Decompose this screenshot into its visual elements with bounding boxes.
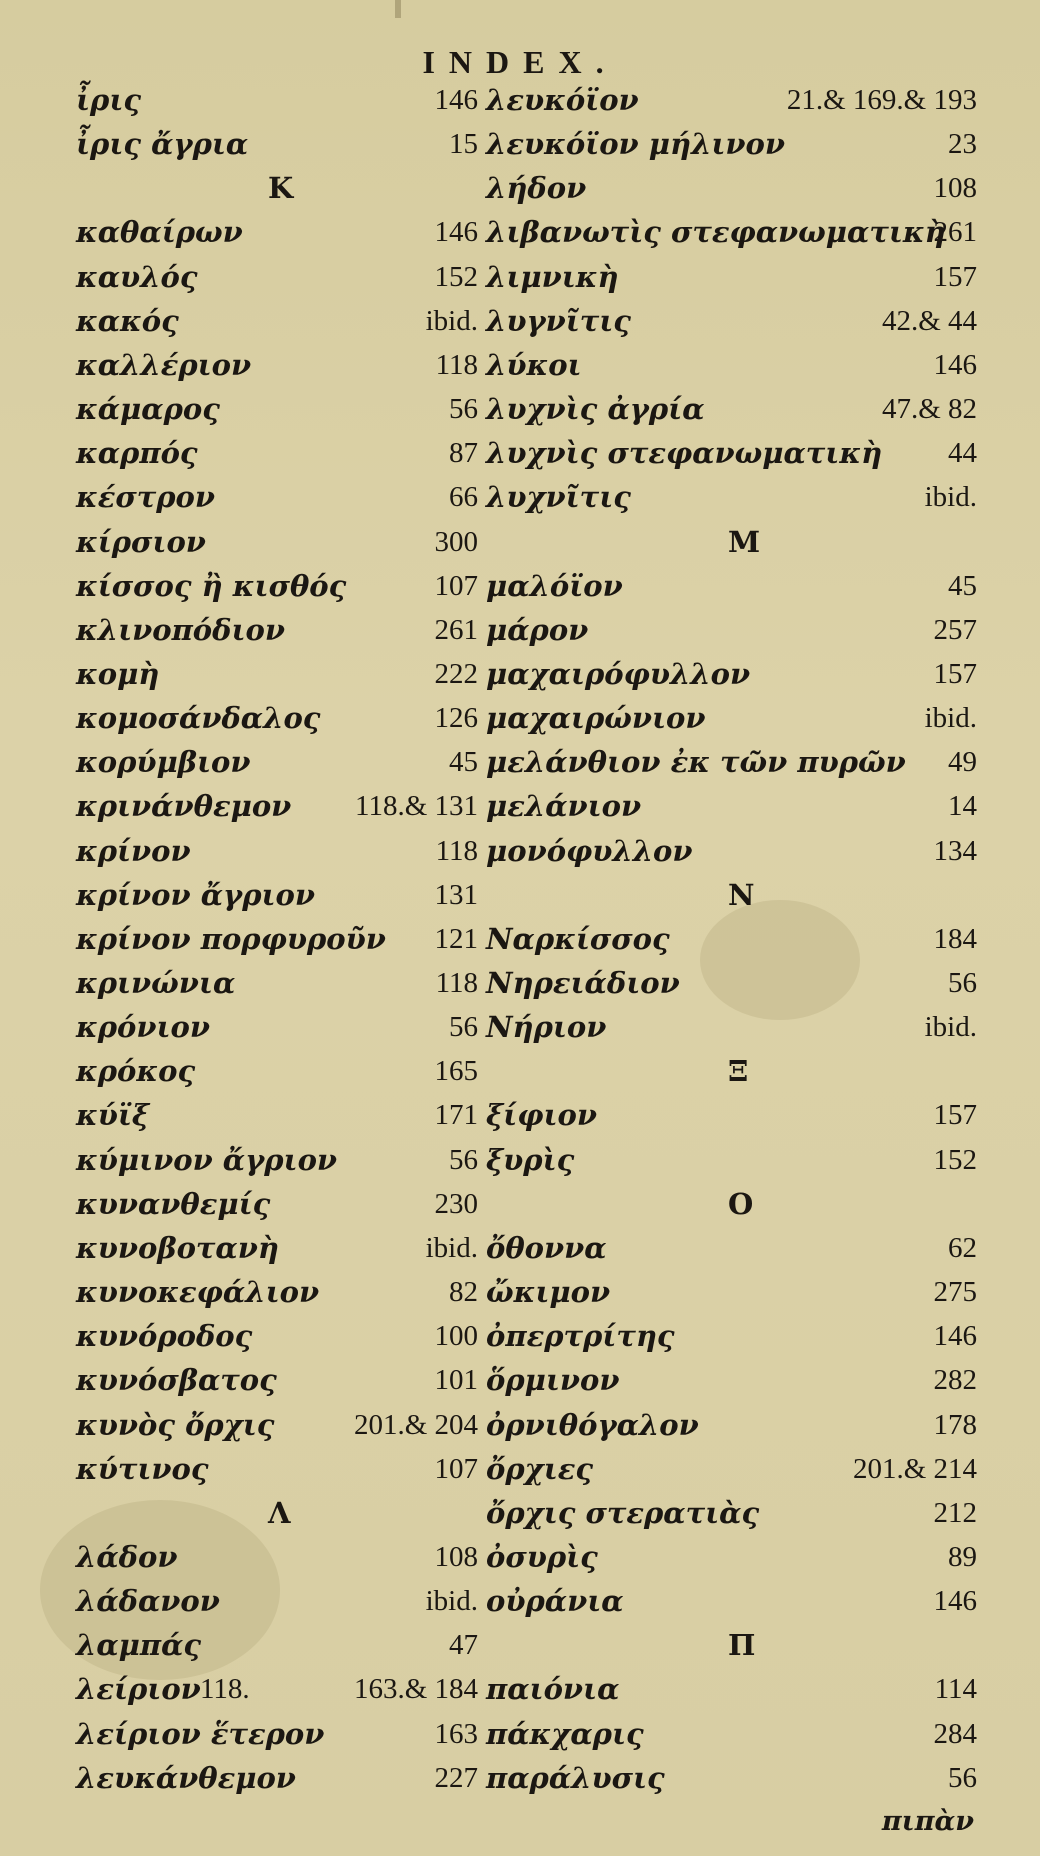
letter-heading: Μ [728,524,761,559]
entry-word: κρινάνθεμον [76,789,292,824]
entry-word: παράλυσις [486,1760,665,1795]
entry-page: 146 [933,348,977,381]
entry-page: 131 [434,878,478,911]
entry-word: κορύμβιον [76,745,251,780]
entry-page: 300 [434,525,478,558]
entry-page: ibid. [425,1585,478,1618]
entry-word: λύκοι [486,347,582,382]
entry-page: 47 [449,1629,478,1662]
entry-page: 56 [948,1761,977,1794]
entry-page: 222 [434,657,478,690]
entry-page: 163.& 184 [353,1673,478,1706]
index-row [0,343,1040,387]
entry-page: 118 [435,348,478,381]
entry-word: κακός [76,303,179,338]
index-row [0,1270,1040,1314]
index-row [0,1093,1040,1137]
index-row [0,431,1040,475]
index-row [0,1712,1040,1756]
entry-word: καλλέριον [76,347,252,382]
entry-page: 107 [434,1452,478,1485]
index-row [0,1182,1040,1226]
entry-word: κύϊξ [76,1098,150,1133]
entry-page: 118 [435,967,478,999]
entry-word: κρίνον [76,833,191,868]
index-row [0,210,1040,254]
entry-word: κίρσιον [76,524,206,559]
entry-page: 261 [933,216,977,249]
binding-mark [395,0,401,18]
entry-word: ὄθοννα [486,1230,607,1265]
entry-page: 126 [434,702,478,735]
entry-page: 201.& 214 [852,1452,977,1485]
letter-heading: Π [728,1628,756,1663]
entry-page: 282 [933,1364,977,1397]
entry-page: 45 [449,746,478,779]
index-row [0,1579,1040,1623]
index-row [0,696,1040,740]
entry-word: καυλός [76,259,198,294]
entry-word: κομοσάνδαλος [76,701,321,736]
entry-page: ibid. [924,481,977,514]
entry-page: 42.& 44 [881,304,977,337]
entry-page: ibid. [425,1231,478,1264]
entry-page: 23 [948,128,977,161]
entry-word: μαχαιρώνιον [486,701,706,736]
entry-word: κάμαρος [76,392,220,427]
entry-word: ὤκιμον [486,1275,611,1310]
index-row [0,1226,1040,1270]
index-row [0,652,1040,696]
entry-word: μελάνθιον ἐκ τῶν πυρῶν [486,745,906,780]
letter-heading: Ν [728,877,755,912]
index-row [0,1667,1040,1711]
entry-word: λείριον ἕτερον [76,1716,325,1751]
entry-word: λείριον [76,1672,201,1707]
index-row [0,740,1040,784]
entry-page: 56 [948,967,977,999]
entry-page: 163 [434,1717,478,1750]
index-row [0,1358,1040,1402]
entry-word: κρίνον ἄγριον [76,877,315,912]
index-row [0,1447,1040,1491]
entry-page: 257 [933,613,977,646]
entry-word: οὐράνια [486,1584,624,1619]
entry-word: λυχνῖτις [486,480,631,515]
entry-word: λιβανωτὶς στεφανωματικὴ [486,215,946,250]
entry-page: 14 [948,790,977,823]
entry-page: 184 [933,922,977,955]
entry-word: ἶρις [76,83,142,117]
entry-page: ibid. [924,702,977,735]
entry-word: λευκόϊον μήλινον [486,127,786,162]
entry-word: κυνοβοτανὴ [76,1230,279,1265]
entry-word: κλινοπόδιον [76,612,285,647]
index-row [0,1403,1040,1447]
index-row [0,475,1040,519]
index-row [0,1623,1040,1667]
entry-page: 66 [449,481,478,514]
entry-word: λήδον [486,171,587,206]
entry-word: καθαίρων [76,215,243,250]
entry-page: 56 [449,393,478,426]
entry-word: πάκχαρις [486,1716,644,1751]
entry-page: 171 [434,1099,478,1132]
entry-word: λευκόϊον [486,83,639,117]
entry-page: 261 [434,613,478,646]
entry-word: μάρον [486,612,589,647]
entry-word: κύτινος [76,1451,209,1486]
entry-word: Ναρκίσσος [486,921,670,956]
index-row [0,608,1040,652]
index-row [0,166,1040,210]
entry-page: 165 [434,1055,478,1088]
entry-page: 152 [933,1143,977,1176]
entry-page: 108 [933,172,977,205]
entry-page: 89 [948,1540,977,1573]
entry-word: κίσσος ἢ κισθός [76,568,347,603]
entry-word: κυνὸς ὄρχις [76,1407,275,1442]
entry-word: κέστρον [76,480,216,515]
entry-word: λαμπάς [76,1628,202,1663]
entry-page: 134 [933,834,977,867]
entry-word: ὄρχιες [486,1451,594,1486]
entry-word: μονόφυλλον [486,833,693,868]
entry-page: 108 [434,1540,478,1573]
letter-heading: Ξ [728,1054,749,1089]
entry-page: 230 [434,1187,478,1220]
entry-page: 56 [449,1011,478,1044]
entry-word: κυνοκεφάλιον [76,1275,320,1310]
entry-page: 146 [933,1320,977,1353]
entry-word: ὀπερτρίτης [486,1319,675,1354]
entry-page: 212 [933,1496,977,1529]
index-row [0,1535,1040,1579]
entry-word: λάδανον [76,1584,220,1619]
entry-word: λάδον [76,1539,178,1574]
entry-word: λυχνὶς ἀγρία [486,392,705,427]
entry-page: 157 [933,1099,977,1132]
entry-word: κρινώνια [76,966,236,1000]
entry-page: 118 [435,834,478,867]
entry-page: 118.& 131 [355,790,478,823]
entry-page: 275 [933,1276,977,1309]
entry-page: 157 [933,657,977,690]
entry-page: 44 [948,437,977,470]
entry-page: 178 [933,1408,977,1441]
index-row [0,122,1040,166]
entry-word: λυχνὶς στεφανωματικὴ [486,436,883,471]
entry-page: 101 [434,1364,478,1397]
letter-heading: Ο [728,1186,754,1221]
index-row [0,917,1040,961]
entry-word: ὀσυρὶς [486,1539,598,1574]
entry-page: 107 [434,569,478,602]
entry-word: ἶρις ἄγρια [76,127,249,162]
entry-page: ibid. [425,304,478,337]
entry-page: 62 [948,1231,977,1264]
entry-word: λιμνικὴ [486,259,619,294]
entry-word: μαχαιρόφυλλον [486,656,751,691]
entry-page: 49 [948,746,977,779]
entry-word: κρόκος [76,1054,196,1089]
entry-word: κυνανθεμίς [76,1186,271,1221]
index-row [0,1314,1040,1358]
index-row [0,873,1040,917]
index-row [0,784,1040,828]
entry-page: 100 [434,1320,478,1353]
entry-word: Νηρειάδιον [486,966,680,1000]
index-row [0,1049,1040,1093]
entry-page: 114 [934,1673,977,1706]
entry-word: ὀρνιθόγαλον [486,1407,699,1442]
index-row [0,1138,1040,1182]
entry-word: καρπός [76,436,198,471]
entry-page: 284 [933,1717,977,1750]
entry-page: 146 [434,84,478,116]
entry-word: κυνόροδος [76,1319,253,1354]
index-row [0,829,1040,873]
index-row [0,1005,1040,1049]
catchword: πιπὰν [881,1806,974,1837]
index-row [0,564,1040,608]
entry-page: 21.& 169.& 193 [786,84,977,116]
entry-word: κυνόσβατος [76,1363,277,1398]
entry-word: ὄρχις στερατιὰς [486,1495,760,1530]
entry-page: 152 [434,260,478,293]
entry-word: Νήριον [486,1010,607,1045]
entry-page: 146 [933,1585,977,1618]
entry-page: 157 [933,260,977,293]
index-row [0,255,1040,299]
letter-heading: Λ [268,1495,291,1530]
entry-page: 87 [449,437,478,470]
entry-page: 45 [948,569,977,602]
entry-page: 146 [434,216,478,249]
entry-page-prefix: 118. [200,1673,250,1706]
entry-word: μαλόϊον [486,568,623,603]
letter-heading: Κ [268,171,294,206]
entry-page: ibid. [924,1011,977,1044]
index-row [0,387,1040,431]
entry-page: 121 [434,922,478,955]
index-row [0,78,1040,122]
entry-word: κύμινον ἄγριον [76,1142,338,1177]
index-row [0,299,1040,343]
entry-word: λυγνῖτις [486,303,631,338]
entry-word: κρόνιον [76,1010,210,1045]
entry-word: παιόνια [486,1672,620,1707]
entry-page: 15 [449,128,478,161]
index-row [0,520,1040,564]
entry-page: 227 [434,1761,478,1794]
entry-word: μελάνιον [486,789,642,824]
index-row [0,1491,1040,1535]
entry-word: ξίφιον [486,1098,597,1133]
entry-word: κρίνον πορφυροῦν [76,921,386,956]
index-row [0,1756,1040,1800]
entry-word: κομὴ [76,656,160,691]
page-header: INDEX. [422,44,618,80]
entry-page: 82 [449,1276,478,1309]
index-row [0,961,1040,1005]
entry-word: λευκάνθεμον [76,1760,296,1795]
entry-page: 201.& 204 [353,1408,478,1441]
entry-page: 47.& 82 [881,393,977,426]
entry-page: 56 [449,1143,478,1176]
entry-word: ξυρὶς [486,1142,575,1177]
entry-word: ὅρμινον [486,1363,620,1398]
